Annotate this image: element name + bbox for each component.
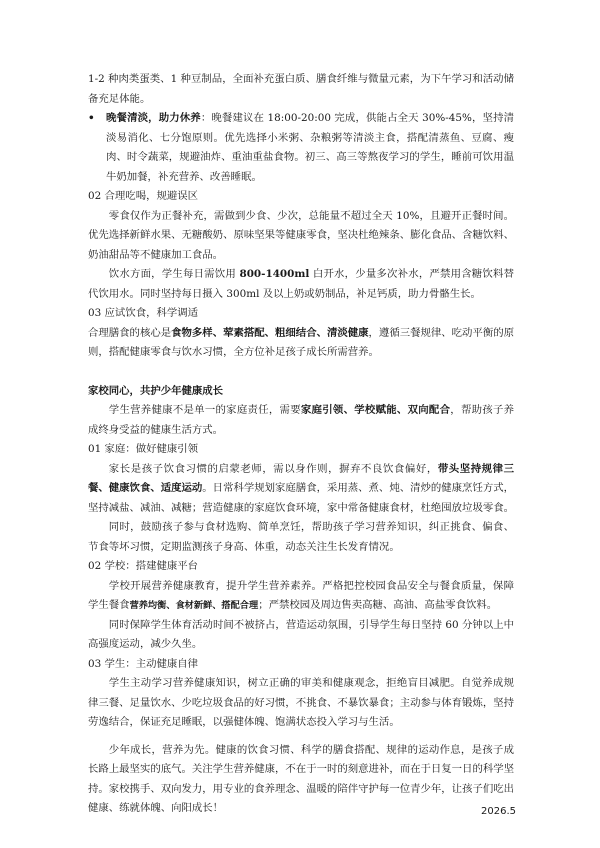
core-text-a: 合理膳食的核心是 [88,326,172,339]
core-bold-4: 清淡健康 [326,326,369,339]
snack-paragraph: 零食仅作为正餐补充，需做到少食、少次，总能量不超过全天 10%，且避开正餐时间。优先选择新鲜水果、无糖酸奶、原味坚果等健康零食，坚决杜绝辣条、膨化食品、含糖饮料、奶油甜品等不健康加工食品。 [88,209,515,261]
closing-spacer [88,733,514,741]
intro-sep-2: 、 [396,404,408,416]
intro-paragraph [88,401,514,440]
home1-text-c: 。日常科学规划家庭膳食，采用蒸、煮、炖、清炒的健康烹饪方式，坚持减盐、减油、减糖；营造健康的家庭饮食环境，家中常备健康食材，杜绝囤放垃圾零食。 [88,482,515,514]
dinner-text: ：晚餐建议在 18:00-20:00 完成，供能占全天 30%-45%，坚持清淡易消化、七分饱原则。优先选择小米粥、杂粮粥等清淡主食，搭配清蒸鱼、豆腐、瘦肉、时令蔬菜，规避油炸、重油重盐食物。初三、高三等熬夜学习的学生，睡前可饮用温牛奶加餐，补充营养、改善睡眠。 [106,112,515,183]
core-sep-1: 、 [212,326,224,339]
intro-bold-2: 学校赋能 [354,404,397,416]
intro-text-c: ，帮助孩子养成终身受益的健康生活方式。 [88,404,515,436]
home1-bold: 带头坚持规律三餐、健康饮食、适度运动 [88,462,515,494]
document-body [88,70,514,819]
dinner-heading: 晚餐清淡，助力休养 [106,112,201,124]
water-text-a: 饮水方面，学生每日需饮用 [108,268,240,280]
core-bold-1: 食物多样 [171,326,213,339]
core-text-c: ，遵循三餐规律、吃动平衡的原则，搭配健康零食与饮水习惯，全方位补足孩子成长所需营养。 [88,326,515,358]
subheading-03: 03 应试饮食，科学调适 [88,307,199,319]
core-sep-3: 、 [316,326,327,339]
intro-sep-1: 、 [343,404,355,416]
core-bold-3: 粗细结合 [275,326,317,339]
intro-text-a: 学生营养健康不是单一的家庭责任，需要 [108,404,301,416]
document-date: 2026.5 [481,806,516,817]
student-paragraph: 学生主动学习营养健康知识，树立正确的审美和健康观念，拒绝盲目减肥。自觉养成规律三餐、足量饮水、少吃垃圾食品的好习惯，不挑食、不暴饮暴食；主动参与体育锻炼，坚持劳逸结合，保证充足睡眠，以强健体魄、饱满状态投入学习与生活。 [88,677,515,728]
school1-text-a: 学校开展营养健康教育，提升学生营养素养。严格把控校园食品安全与餐食质量，保障学生餐食 [88,579,514,611]
core-bold-2: 荤素搭配 [223,326,265,339]
home-paragraph-2: 同时，鼓励孩子参与食材选购、简单烹饪，帮助孩子学习营养知识，纠正挑食、偏食、节食等坏习惯，定期监测孩子身高、体重，动态关注生长发育情况。 [88,521,514,553]
core-sep-2: 、 [264,326,276,339]
lunch-paragraph-tail: 1-2 种肉类蛋类、1 种豆制品，全面补充蛋白质、膳食纤维与微量元素，为下午学习和活动储备充足体能。 [88,73,514,105]
school-paragraph-1 [88,577,514,616]
school1-text-c: ；严禁校园及周边售卖高糖、高油、高盐零食饮料。 [258,599,498,611]
school-heading: 02 学校：搭建健康平台 [88,560,199,572]
water-text-b: 白开水，少量多次补水，严禁用含糖饮料替代饮用水。同时坚持每日摄入 300ml 及以上奶或奶制品，补足钙质，助力骨骼生长。 [88,268,514,300]
subheading-02: 02 合理吃喝，规避误区 [88,190,199,202]
student-heading: 03 学生：主动健康自律 [88,657,199,670]
water-paragraph [88,265,514,304]
intro-bold-1: 家庭引领 [300,404,344,416]
home1-text-a: 家长是孩子饮食习惯的启蒙老师，需以身作则，摒弃不良饮食偏好， [108,462,438,475]
section-spacer [88,363,514,382]
home-heading: 01 家庭：做好健康引领 [88,443,199,455]
school-paragraph-2: 同时保障学生体育活动时间不被挤占，营造运动氛围，引导学生每日坚持 60 分钟以上中高强度运动，减少久坐。 [88,618,514,650]
dinner-bullet-item [88,109,514,187]
core-paragraph [88,324,514,363]
bullet-icon: • [88,112,95,124]
school1-small-bold: 营养均衡、食材新鲜、搭配合理 [129,600,259,611]
home-paragraph-1 [88,460,514,519]
water-amount: 800-1400ml [239,268,310,280]
section-title: 家校同心，共护少年健康成长 [88,384,224,397]
intro-bold-3: 双向配合 [407,404,451,416]
closing-paragraph: 少年成长，营养为先。健康的饮食习惯、科学的膳食搭配、规律的运动作息，是孩子成长路上最坚实的底气。关注学生营养健康，不在于一时的刻意进补，而在于日复一日的科学坚持。家校携手、双向发力，用专业的食养理念、温暖的陪伴守护每一位青少年，让孩子们吃出健康、练就体魄、向阳成长！ [88,743,515,814]
